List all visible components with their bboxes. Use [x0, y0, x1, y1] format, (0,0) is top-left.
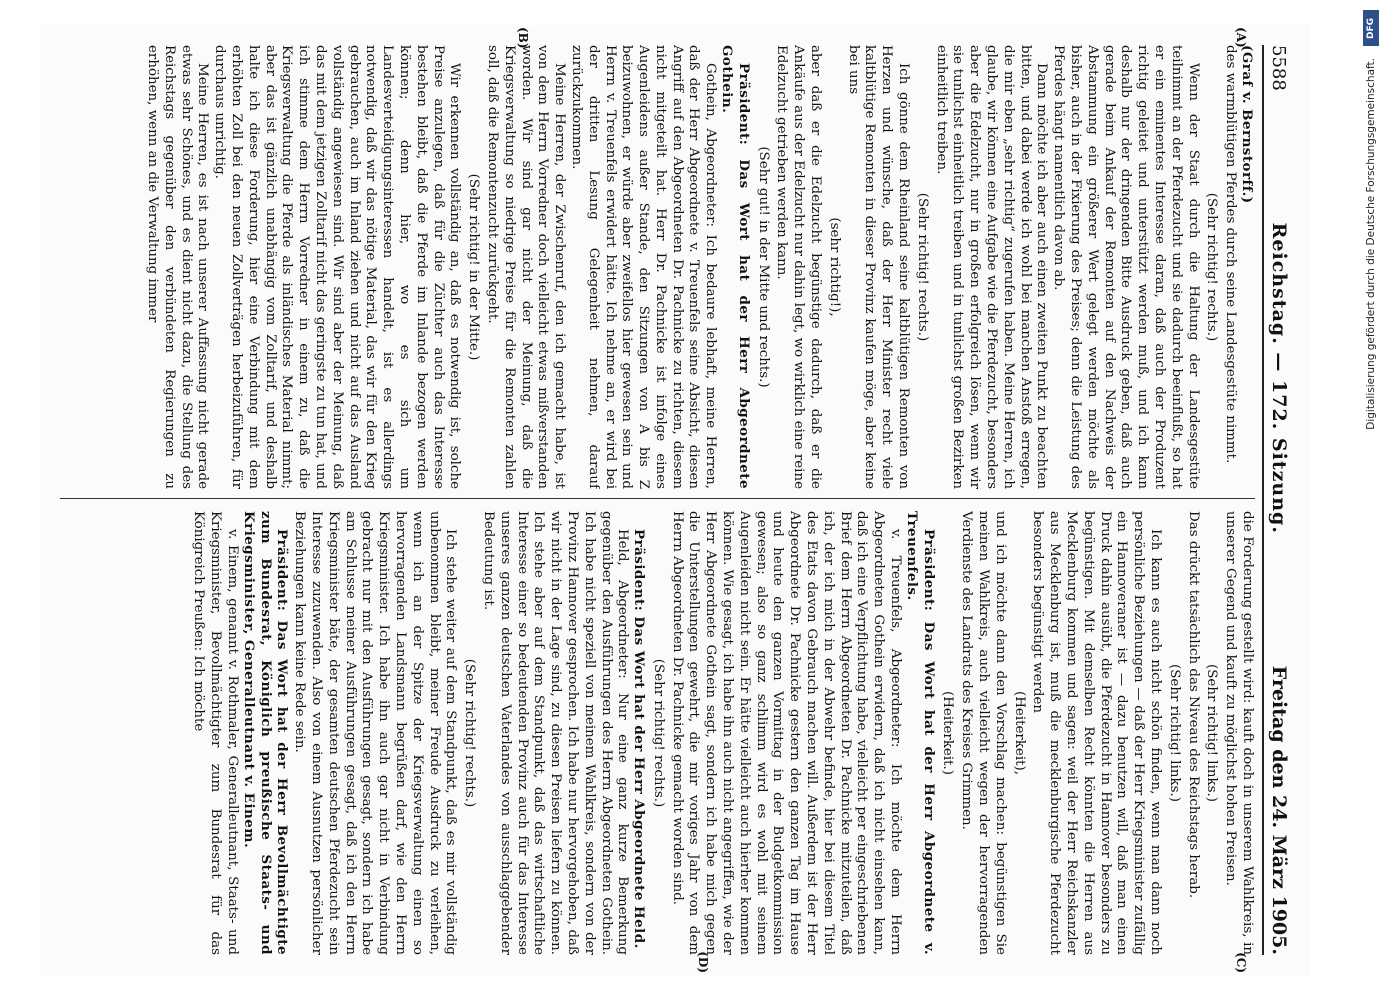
dfg-logo: DFG: [1363, 10, 1379, 46]
session-title: Reichstag. — 172. Sitzung.: [1268, 222, 1290, 534]
paragraph: Dann möchte ich aber auch einen zweiten Punkt zu beachten bitten, und dabei werde ich wohl bei manchen Anstoß erregen, die mir eben „sehr richtig“ zugerufen haben. Meine Herren, ich glaube, wir können eine Aufgabe wie die Pferdezucht, besonders aber die Edelzucht, nur in großen erfolgreich lösen, wenn wir sie tunlichst einheitlich treiben und in tunlichst großen Bezirken einheitlich treiben.: [933, 45, 1050, 489]
president-announcement: Präsident: Das Wort hat der Herr Bevollmächtigte zum Bundesrat, Königlich preußische Staats- und Kriegsminister, Generalleutnant v. Einem.: [240, 511, 291, 955]
president-announcement: Präsident: Das Wort hat der Herr Abgeordnete Held.: [631, 529, 648, 949]
speaker-continuation: (Graf v. Bernstorff.): [1239, 45, 1255, 204]
paragraph: v. Einem, genannt v. Rothmaler, Generalleutnant, Staats- und Kriegsminister, Bevollmächtigter zum Bundesrat für das Königreich Preußen: Ich möchte: [191, 511, 240, 955]
text-columns: [50, 45, 1255, 955]
margin-marker-c: (C): [1234, 952, 1248, 973]
paragraph: Ich stehe weiter auf dem Standpunkt, daß es mir vollständig unbenommen bleibt, meiner Freude Ausdruck zu verleihen, wenn ich an der Spitze der Kriegsverwaltung einen so hervorragenden Landsmann begrüßen darf, wie den Herrn Kriegsminister. Ich habe ihn auch gar nicht in Verbindung gebracht nur mit den Ausführungen gesagt, sondern ich habe am Schlusse meiner Ausführungen gesagt, daß ich den Herrn Kriegsminister bäte, der gesamten deutschen Pferdezucht sein Interesse zuzuwenden. Also von einem Ausnutzen persönlicher Beziehungen kann keine Rede sein.: [292, 511, 459, 955]
paragraph: Das drückt tatsächlich das Niveau des Reichstags herab.: [1185, 511, 1201, 899]
interjection: (Sehr richtig! rechts.): [650, 658, 666, 808]
right-column: [50, 511, 1255, 955]
interjection: (Sehr richtig! rechts.): [462, 658, 478, 808]
paragraph: Wir erkennen vollständig an, daß es notwendig ist, solche Preise anzulegen, daß für die Züchter auch das Interesse bestehen bleibt, daß die Pferde im Inlande bezogen werden können; denn hier, wo es sich um Landesverteidigungsinteressen handelt, ist es allerdings notwendig, daß wir das nötige Material, das wir für den Krieg gebrauchen, auch im Inland ziehen und nicht auf das Ausland vollständig angewiesen sind. Wir sind aber der Meinung, daß das mit dem jetzigen Zolltarif nicht das geringste zu tun hat, und ich stimme dem Herrn Vorredner in einem zu, daß die Kriegsverwaltung die Pferde als inländisches Material nimmt; aber das ist gänzlich unabhängig vom Zolltarif, und deshalb halte ich diese Forderung, hier eine Verbindung mit dem erhöhten Zoll bei den neuen Zollverträgen herbeizuführen, für durchaus unrichtig.: [212, 45, 463, 489]
interjection: (sehr richtig!),: [826, 217, 842, 317]
margin-marker-b: (B): [516, 27, 530, 49]
interjection: (Sehr richtig! rechts.): [1204, 192, 1220, 342]
interjection: (Sehr richtig! links.): [1166, 664, 1182, 802]
document-page: [40, 25, 1310, 975]
page-number: 5588: [1268, 45, 1289, 91]
margin-marker-d: (D): [696, 951, 710, 973]
paragraph: Ich gönne dem Rheinland seine kaltblütigen Remonten von Herzen und wünsche, daß der Herr Minister recht viele kaltblütige Remonten in dieser Provinz kaufen möge, aber keine bei uns: [845, 45, 912, 489]
paragraph: Held, Abgeordneter: Nur eine ganz kurze Bemerkung gegenüber den Ausführungen des Herrn Abgeordneten Gothein. Ich habe nicht speziell von meinem Wahlkreis, sondern von der Provinz Hannover gesprochen. Ich habe nur hervorgehoben, daß wir nicht in der Lage sind, zu diesen Preisen liefern zu können. Ich stehe aber auf dem Standpunkt, daß das wirtschaftliche Interesse einer so bedeutenden Provinz auch für das Interesse unseres ganzen deutschen Vaterlandes von ausschlaggebender Bedeutung ist.: [480, 511, 631, 955]
margin-marker-a: (A): [1234, 27, 1248, 48]
president-announcement: Präsident: Das Wort hat der Herr Abgeordnete Gothein.: [719, 45, 752, 489]
running-head: [1262, 45, 1302, 955]
interjection: (Sehr gut! in der Mitte und rechts.): [755, 146, 771, 388]
paragraph: die Forderung gestellt wird: kauft doch in unserem Wahlkreis, in unserer Gegend und kauft zu möglichst hohen Preisen.: [1223, 511, 1255, 955]
paragraph: und ich möchte dann den Vorschlag machen: begünstigen Sie meinen Wahlkreis, auch vielleicht wegen der hervorragenden Verdienste des Landrats des Kreises Grimmen.: [959, 511, 1008, 955]
interjection: (Sehr richtig! links.): [1204, 664, 1220, 802]
credit-strip: [1362, 10, 1380, 990]
left-column: [50, 45, 1255, 489]
interjection: (Heiterkeit),: [1011, 691, 1027, 775]
interjection: (Sehr richtig! rechts.): [914, 192, 930, 342]
paragraph: Meine Herren, der Zwischenruf, den ich gemacht habe, ist von dem Herrn Vorredner doch vielleicht etwas mißverstanden worden. Wir sind gar nicht der Meinung, daß die Kriegsverwaltung so niedrige Preise für die Remonten zahlen soll, daß die Remontenzucht zurückgeht.: [484, 45, 568, 489]
interjection: (Sehr richtig! in der Mitte.): [466, 173, 482, 361]
paragraph: Meine Herren, es ist nach unserer Auffassung nicht gerade etwas sehr Schönes, und es dient nicht dazu, die Stellung des Reichstags gegenüber den verbündeten Regierungen zu erhöhen, wenn an die Verwaltung immer: [145, 45, 211, 489]
interjection: (Heiterkeit.): [940, 691, 956, 775]
session-date: Freitag den 24. März 1905.: [1268, 665, 1290, 955]
paragraph: Ich kann es auch nicht schön finden, wenn man dann noch persönliche Beziehungen — daß der Herr Kriegsminister zufällig ein Hannoveraner ist — dazu benutzen will, daß man einen Druck dahin ausübt, die Pferdezucht in Hannover besonders zu begünstigen. Mit demselben Recht könnten die Herren aus Mecklenburg kommen und sagen: weil der Herr Reichskanzler aus Mecklenburg ist, muß die mecklenburgische Pferdezucht besonders begünstigt werden: [1030, 511, 1164, 955]
paragraph: Gothein, Abgeordneter: Ich bedaure lebhaft, meine Herren, daß der Herr Abgeordnete v. Treuenfels seine Absicht, diesen Angriff auf den Abgeordneten Dr. Pachnicke zu richten, diesem nicht mitgeteilt hat. Herr Dr. Pachnicke ist infolge eines Augenleidens außer Stande, den Sitzungen von A bis Z beizuwohnen, er würde aber zweifellos hier gewesen sein und Herrn v. Treuenfels erwidert hätte. Ich nehme an, er wird bei der dritten Lesung Gelegenheit nehmen, darauf zurückzukommen.: [568, 45, 719, 489]
credit-text: Digitalisierung gefördert durch die Deutsche Forschungsgemeinschaft.: [1365, 58, 1377, 430]
president-announcement: Präsident: Das Wort hat der Herr Abgeordnete v. Treuenfels.: [903, 511, 937, 955]
paragraph: v. Treuenfels, Abgeordneter: Ich möchte dem Herrn Abgeordneten Gothein erwidern, daß ich nicht einsehen kann, daß ich eine Verpflichtung habe, vielleicht per eingeschriebenen Brief dem Herrn Abgeordneten Dr. Pachnicke mitzuteilen, daß ich, der ich mich in der Abwehr befinde, hier bei diesem Titel des Etats davon Gebrauch machen will. Außerdem ist der Herr Abgeordnete Dr. Pachnicke gestern den ganzen Tag im Hause und heute den ganzen Vormittag in der Budgetkommission gewesen; also so ganz schlimm wird es wohl mit seinem Augenleiden nicht sein. Er hätte vielleicht auch hierher kommen können. Wie gesagt, ich habe ihn auch nicht angegriffen, wie der Herr Abgeordnete Gothein sagt, sondern ich habe mich gegen die Unterstellungen gewehrt, die mir voriges Jahr von dem Herrn Abgeordneten Dr. Pachnicke gemacht worden sind.: [669, 511, 904, 955]
paragraph: aber daß er die Edelzucht begünstige dadurch, daß er die Ankäufe aus der Edelzucht nur dahin legt, wo wirklich eine reine Edelzucht getrieben werden kann.: [774, 45, 824, 489]
paragraph: des warmblütigen Pferdes durch seine Landesgestüte nimmt.: [1223, 45, 1239, 464]
paragraph: Wenn der Staat durch die Haltung der Landesgestüte teilnimmt an der Pferdezucht und sie dadurch beeinflußt, so hat er ein eminentes Interesse daran, daß auch der Produzent richtig geleitet und unterstützt werden muß, und ich kann deshalb nur der dringenden Bitte Ausdruck geben, daß auch gerade beim Ankauf der Remonten auf den Nachweis der Abstammung ein größerer Wert gelegt werden möchte als bisher, auch in der Fixierung des Preises; denn die Leistung des Pferdes hängt namentlich davon ab.: [1051, 45, 1201, 489]
